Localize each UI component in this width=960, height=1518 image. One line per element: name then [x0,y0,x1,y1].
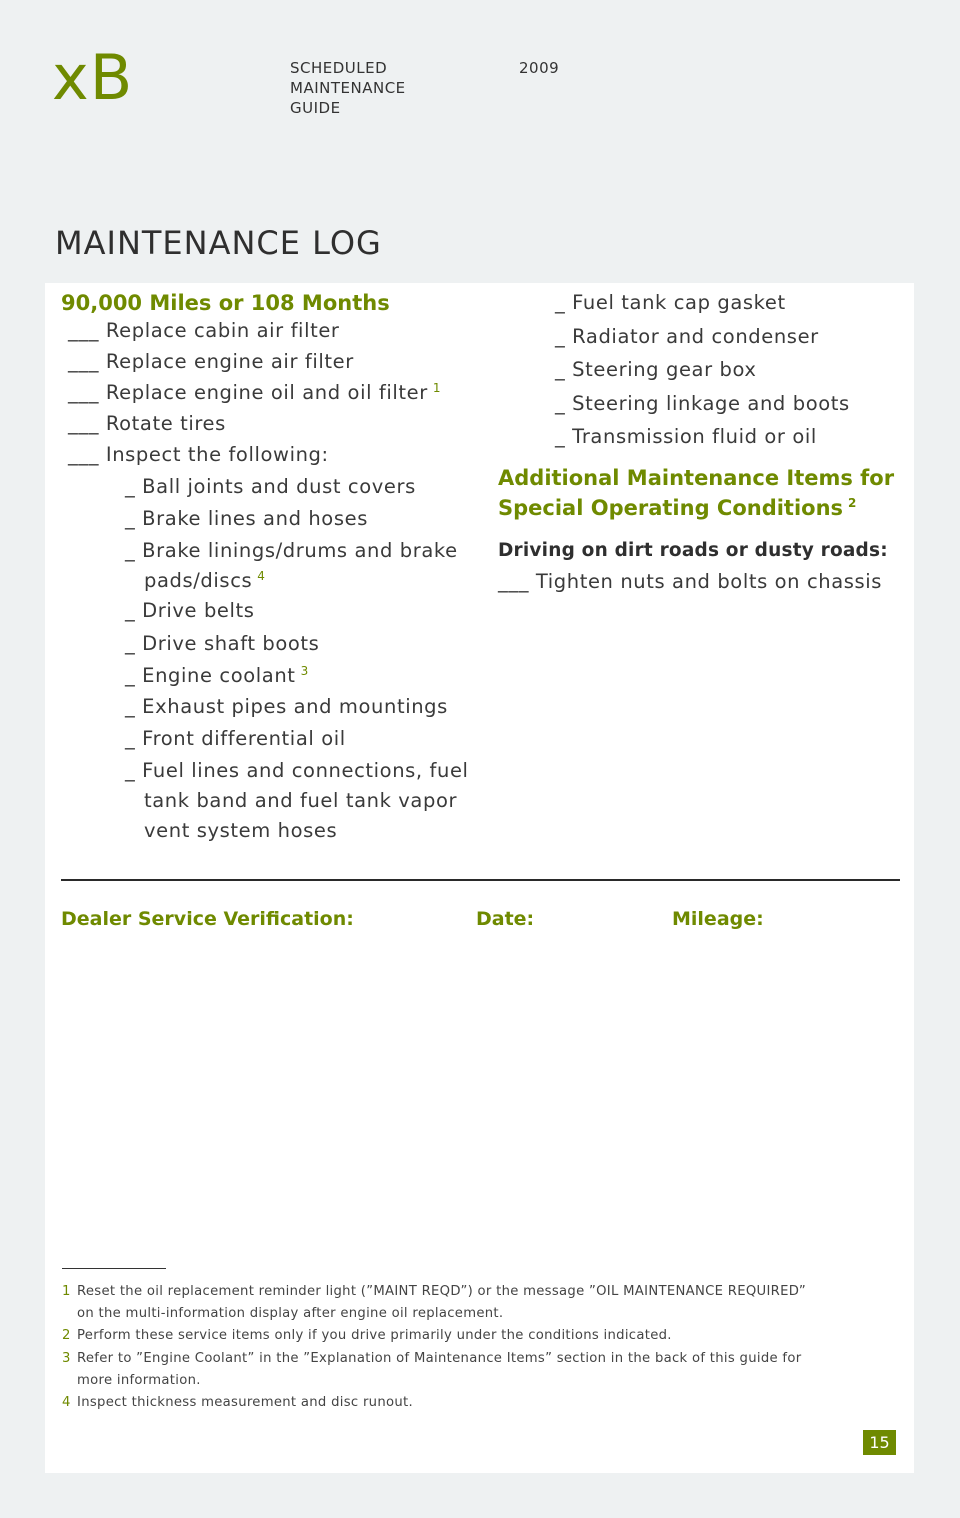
inspect-item: _ Engine coolant $^3$ [125,663,309,687]
additional-heading: Special Operating Conditions $^2$ [498,496,857,520]
page-number: 15 [863,1430,896,1455]
inspect-item: _ Ball joints and dust covers [125,475,416,498]
footnote-rule [62,1268,166,1269]
footnote-ref: 3 [300,663,309,678]
inspect-item: _ Fuel lines and connections, fuel [125,759,469,782]
inspect-item: _ Brake lines and hoses [125,507,368,530]
footnote-ref: 1 [432,380,442,395]
inspect-item: _ Radiator and condenser [555,325,819,348]
inspect-item: _ Transmission fluid or oil [555,425,817,448]
task-item: ___ Rotate tires [68,412,226,435]
task-item: ___ Inspect the following: [68,443,329,466]
footnote: 3 Refer to ”Engine Coolant” in the ”Explanation of Maintenance Items” section in the back of this guide for more information. [62,1351,802,1388]
date-label: Date: [476,908,535,930]
footnote: 4 Inspect thickness measurement and disc runout. [62,1395,413,1410]
xb-logo: xB [52,41,134,114]
footnote: 2 Perform these service items only if you drive primarily under the conditions indicated. [62,1328,672,1343]
guide-title-line: MAINTENANCE [290,79,406,97]
footnote-ref: 4 [257,568,266,583]
inspect-item-continued: vent system hoses [144,819,338,842]
inspect-item: _ Brake linings/drums and brake [125,539,458,562]
footnote: 1 Reset the oil replacement reminder light (”MAINT REQD”) or the message ”OIL MAINTENANCE REQUIRED” on the multi-information display after engine oil replacement. [62,1284,806,1321]
additional-heading: Additional Maintenance Items for [498,466,895,490]
inspect-item: _ Exhaust pipes and mountings [125,695,448,718]
inspect-item: _ Drive shaft boots [125,632,320,655]
interval-heading: 90,000 Miles or 108 Months [61,291,390,315]
guide-title-line: GUIDE [290,99,341,117]
task-item: ___ Replace cabin air filter [68,319,340,342]
inspect-item: _ Steering linkage and boots [555,392,850,415]
inspect-item: _ Front differential oil [125,727,346,750]
task-item: ___ Replace engine air filter [68,350,354,373]
model-year: 2009 [519,59,560,77]
inspect-item-continued: tank band and fuel tank vapor [144,789,458,812]
dealer-verification-label: Dealer Service Verification: [61,908,354,930]
inspect-item-continued: pads/discs $^4$ [144,568,266,592]
condition-heading: Driving on dirt roads or dusty roads: [498,540,888,561]
footnote-ref: 2 [848,496,857,510]
inspect-item: _ Drive belts [125,599,255,622]
task-item: ___ Replace engine oil and oil filter $^1$ [68,380,442,404]
guide-title-line: SCHEDULED [290,59,388,77]
page-title: MAINTENANCE LOG [55,224,382,262]
section-divider [61,879,900,881]
inspect-item: _ Steering gear box [555,358,757,381]
inspect-item: _ Fuel tank cap gasket [555,291,786,314]
condition-task: ___ Tighten nuts and bolts on chassis [498,570,883,593]
guide-title [290,58,406,118]
mileage-label: Mileage: [672,908,764,930]
